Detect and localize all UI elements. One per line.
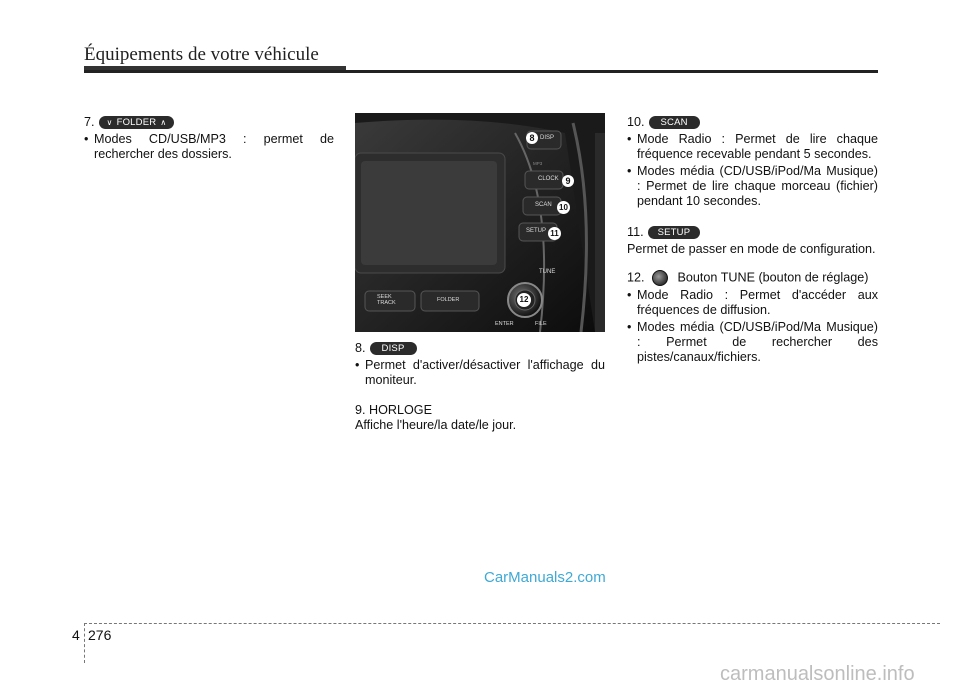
bullet-icon: •	[627, 164, 632, 178]
tune-hardware-label: TUNE	[539, 269, 556, 275]
folder-hardware-label: FOLDER	[437, 297, 460, 303]
callout-12: 12	[517, 293, 531, 307]
header-rule	[84, 70, 878, 73]
item-11-text: Permet de passer en mode de configuration.	[627, 242, 876, 256]
enter-hardware-label: ENTER	[495, 321, 514, 327]
disp-hardware-label: DISP	[540, 135, 555, 141]
setup-button-badge: SETUP	[648, 226, 701, 239]
callout-8: 8	[526, 132, 538, 144]
item-10-bullet-radio: • Mode Radio : Permet de lire chaque fréquence recevable pendant 5 secondes.	[627, 132, 878, 161]
chapter-number: 4	[72, 627, 80, 643]
column-middle	[355, 340, 605, 433]
item-7-bullet: • Modes CD/USB/MP3 : permet de rechercher des dossiers.	[84, 132, 334, 161]
item-7-heading	[84, 114, 334, 130]
item-12-title: Bouton TUNE (bouton de réglage)	[677, 270, 869, 285]
item-9-text: Affiche l'heure/la date/le jour.	[355, 418, 517, 432]
scan-hardware-label: SCAN	[535, 202, 552, 208]
folder-button-badge	[99, 116, 175, 129]
item-12-number: 12.	[627, 270, 645, 285]
carmanuals2-watermark[interactable]: CarManuals2.com	[484, 569, 606, 586]
item-10-number: 10.	[627, 114, 645, 129]
item-10-bullet-media: • Modes média (CD/USB/iPod/Ma Musique) : Permet de lire chaque morceau (fichier) pendant 10 secondes.	[627, 164, 878, 208]
item-9-title: 9. HORLOGE	[355, 403, 432, 417]
disp-button-badge: DISP	[370, 342, 417, 355]
folder-badge-label: FOLDER	[116, 116, 157, 128]
item-11-heading	[627, 224, 878, 240]
mp3-logo-label: MP3	[533, 161, 543, 166]
seek-track-hardware-label: SEEK TRACK	[377, 294, 396, 306]
item-8-number: 8.	[355, 340, 366, 355]
column-right	[627, 114, 878, 367]
item-10-heading	[627, 114, 878, 130]
bullet-icon: •	[627, 132, 632, 146]
bullet-icon: •	[627, 288, 632, 302]
head-unit-photo	[355, 113, 605, 332]
item-12-heading	[627, 270, 878, 286]
item-7-number: 7.	[84, 114, 95, 129]
chevron-down-icon: ∨	[106, 117, 113, 127]
item-11-number: 11.	[627, 224, 644, 239]
carmanualsonline-watermark[interactable]: carmanualsonline.info	[720, 663, 915, 685]
footer-divider	[84, 623, 85, 663]
page-header-title: Équipements de votre véhicule	[84, 44, 319, 65]
bullet-icon: •	[84, 132, 89, 146]
scan-button-badge: SCAN	[649, 116, 700, 129]
item-12-bullet-radio: • Mode Radio : Permet d'accéder aux fréquences de diffusion.	[627, 288, 878, 317]
bullet-icon: •	[355, 358, 360, 372]
callout-10: 10	[557, 201, 570, 214]
callout-11: 11	[548, 227, 561, 240]
chevron-up-icon: ∧	[160, 117, 167, 127]
item-12-bullet-media: • Modes média (CD/USB/iPod/Ma Musique) : Permet de rechercher des pistes/canaux/fichiers.	[627, 320, 878, 364]
callout-9: 9	[562, 175, 574, 187]
bullet-icon: •	[627, 320, 632, 334]
item-8-bullet: • Permet d'activer/désactiver l'affichage du moniteur.	[355, 358, 605, 387]
item-8-heading	[355, 340, 605, 356]
file-hardware-label: FILE	[535, 321, 547, 327]
tune-knob-icon	[652, 270, 668, 286]
clock-hardware-label: CLOCK	[538, 176, 559, 182]
page-number: 276	[88, 627, 112, 643]
setup-hardware-label: SETUP	[526, 228, 547, 234]
footer-rule	[84, 623, 940, 624]
column-left	[84, 114, 334, 164]
